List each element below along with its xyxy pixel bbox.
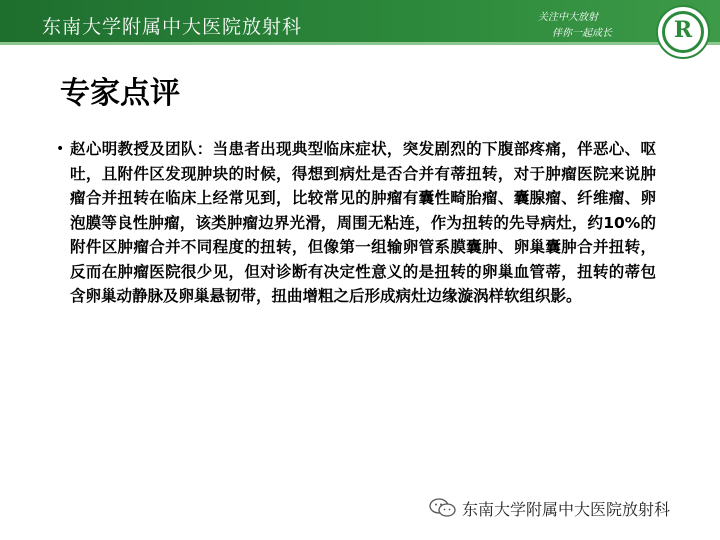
slogan-line-1: 关注中大放射	[538, 12, 598, 23]
wechat-icon	[428, 497, 458, 519]
footer-text: 东南大学附属中大医院放射科	[462, 499, 671, 519]
footer	[428, 496, 708, 520]
header-stripe	[0, 42, 720, 45]
header-title: 东南大学附属中大医院放射科	[42, 16, 303, 38]
header-slogan	[538, 10, 648, 42]
slogan-line-2: 伴你一起成长	[552, 28, 612, 39]
logo-mark: R	[673, 17, 693, 43]
content-area	[56, 137, 656, 309]
page-title: 专家点评	[60, 76, 180, 111]
hospital-logo	[656, 5, 710, 59]
bullet-text: 赵心明教授及团队：当患者出现典型临床症状，突发剧烈的下腹部疼痛，伴恶心、呕吐，且附件区发现肿块的时候，得想到病灶是否合并有蒂扭转，对于肿瘤医院来说肿瘤合并扭转在临床上经常见到，比较常见的肿瘤有囊性畸胎瘤、囊腺瘤、纤维瘤、卵泡膜等良性肿瘤，该类肿瘤边界光滑，周围无粘连，作为扭转的先导病灶，约10%的附件区肿瘤合并不同程度的扭转，但像第一组输卵管系膜囊肿、卵巢囊肿合并扭转，反而在肿瘤医院很少见，但对诊断有决定性意义的是扭转的卵巢血管蒂，扭转的蒂包含卵巢动静脉及卵巢悬韧带，扭曲增粗之后形成病灶边缘漩涡样软组织影。	[70, 140, 656, 305]
bullet-item	[56, 137, 656, 309]
bullet-dot: •	[56, 141, 65, 157]
